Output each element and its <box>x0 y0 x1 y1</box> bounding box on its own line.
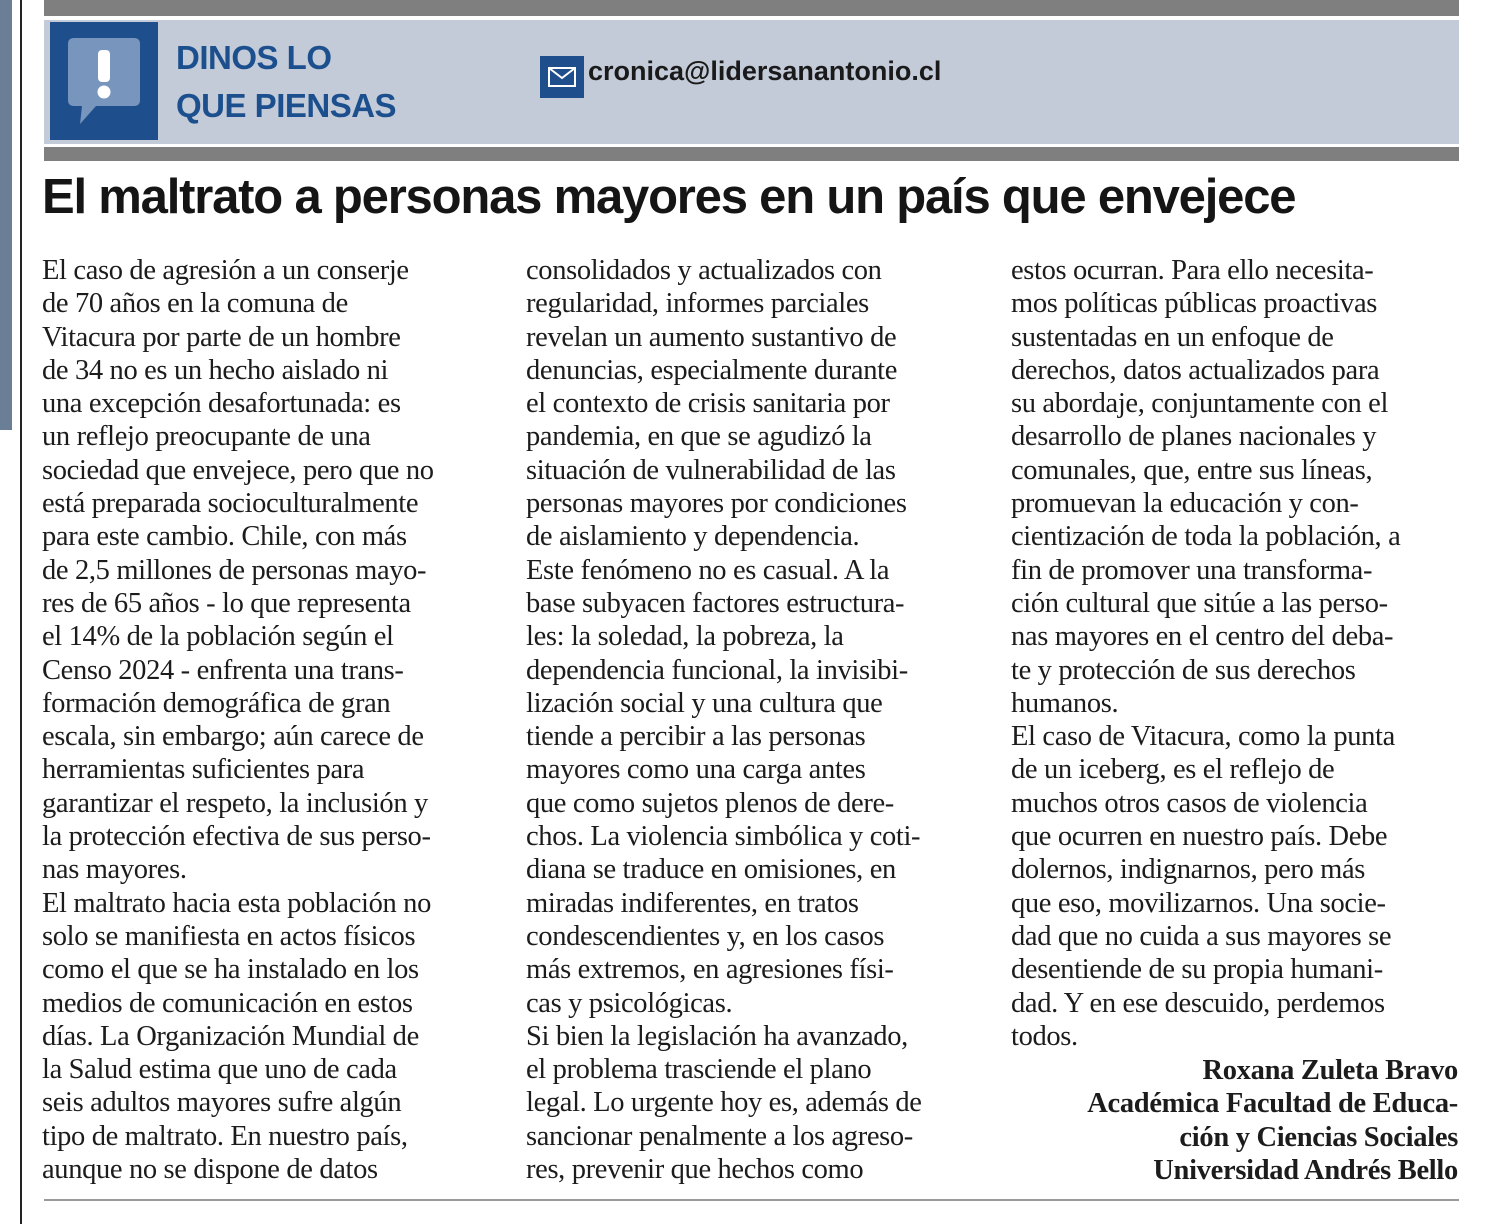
article-text-line: formación demográfica de gran <box>42 687 391 719</box>
author-signature <box>1000 1054 1458 1187</box>
adjacent-page-edge <box>0 0 12 1224</box>
article-text-line: legal. Lo urgente hoy es, además de <box>526 1087 922 1119</box>
article-text-line: de 2,5 millones de personas mayo- <box>42 554 427 586</box>
exclamation-speech-bubble-icon <box>50 22 158 140</box>
article-text-line: su abordaje, conjuntamente con el <box>1011 388 1389 420</box>
article-text-line: personas mayores por condiciones <box>526 488 907 520</box>
article-text-line: dolernos, indignarnos, pero más <box>1011 854 1366 886</box>
article-text-line: res, prevenir que hechos como <box>526 1154 864 1186</box>
article-text-line: nas mayores en el centro del deba- <box>1011 621 1394 653</box>
article-text-line: dependencia funcional, la invisibi- <box>526 654 908 686</box>
article-text-line: tipo de maltrato. En nuestro país, <box>42 1120 408 1152</box>
article-text-line: seis adultos mayores sufre algún <box>42 1087 402 1119</box>
article-text-line: miradas indiferentes, en tratos <box>526 887 859 919</box>
banner-title-line: DINOS LO <box>176 39 332 76</box>
article-text-line: sociedad que envejece, pero que no <box>42 454 434 486</box>
article-text-line: que ocurren en nuestro país. Debe <box>1011 821 1388 853</box>
author-affiliation-line: ción y Ciencias Sociales <box>1179 1121 1458 1153</box>
article-text-line: que como sujetos plenos de dere- <box>526 787 894 819</box>
article-text-line: Vitacura por parte de un hombre <box>42 321 401 353</box>
article-text-line: de 70 años en la comuna de <box>42 288 348 320</box>
article-text-line: Si bien la legislación ha avanzado, <box>526 1020 908 1052</box>
article-text-line: tiende a percibir a las personas <box>526 721 866 753</box>
article-text-line: el contexto de crisis sanitaria por <box>526 388 890 420</box>
author-affiliation-line: Universidad Andrés Bello <box>1153 1154 1458 1186</box>
article-text-line: Este fenómeno no es casual. A la <box>526 554 890 586</box>
article-text-line: herramientas suficientes para <box>42 754 365 786</box>
article-text-line: Censo 2024 - enfrenta una trans- <box>42 654 404 686</box>
author-affiliation-line: Académica Facultad de Educa- <box>1087 1088 1458 1120</box>
article-text-line: de un iceberg, es el reflejo de <box>1011 754 1335 786</box>
article-text-line: dad. Y en ese descuido, perdemos <box>1011 987 1385 1019</box>
article-text-line: desarrollo de planes nacionales y <box>1011 421 1377 453</box>
article-text-line: chos. La violencia simbólica y coti- <box>526 821 921 853</box>
article-text-line: El maltrato hacia esta población no <box>42 887 431 919</box>
article-text-line: muchos otros casos de violencia <box>1011 787 1368 819</box>
footer-rule <box>44 1199 1459 1201</box>
article-text-line: lización social y una cultura que <box>526 687 883 719</box>
article-text-line: de 34 no es un hecho aislado ni <box>42 354 389 386</box>
article-text-line: ción cultural que sitúe a las perso- <box>1011 587 1388 619</box>
article-text-line: estos ocurran. Para ello necesita- <box>1011 255 1374 286</box>
article-text-line: derechos, datos actualizados para <box>1011 354 1380 386</box>
article-text-line: mayores como una carga antes <box>526 754 866 786</box>
banner-title-line: QUE PIENSAS <box>176 87 397 124</box>
article-text-line: nas mayores. <box>42 854 187 886</box>
article-text-line: solo se manifiesta en actos físicos <box>42 920 416 952</box>
article-text-line: medios de comunicación en estos <box>42 987 413 1019</box>
article-text-line: la protección efectiva de sus perso- <box>42 821 431 853</box>
article-text-line: revelan un aumento sustantivo de <box>526 321 897 353</box>
article-headline: El maltrato a personas mayores en un país que envejece <box>42 170 1296 224</box>
article-text-line: escala, sin embargo; aún carece de <box>42 721 424 753</box>
page-margin-rule <box>20 0 22 1224</box>
article-text-line: denuncias, especialmente durante <box>526 354 898 386</box>
section-banner <box>44 20 1459 144</box>
envelope-icon <box>540 56 584 98</box>
article-text-line: de aislamiento y dependencia. <box>526 521 860 553</box>
article-text-line: más extremos, en agresiones físi- <box>526 954 894 986</box>
article-text-line: te y protección de sus derechos <box>1011 654 1356 686</box>
article-text-line: regularidad, informes parciales <box>526 288 869 320</box>
article-text-line: sancionar penalmente a los agreso- <box>526 1120 913 1152</box>
article-text-line: días. La Organización Mundial de <box>42 1020 419 1052</box>
article-text-line: una excepción desafortunada: es <box>42 388 401 420</box>
article-text-line: El caso de agresión a un conserje <box>42 255 409 286</box>
article-text-line: dad que no cuida a sus mayores se <box>1011 920 1392 952</box>
article-text-line: todos. <box>1011 1020 1078 1052</box>
article-text-line: un reflejo preocupante de una <box>42 421 371 453</box>
article-text-line: la Salud estima que uno de cada <box>42 1054 397 1086</box>
article-text-line: res de 65 años - lo que representa <box>42 587 411 619</box>
article-text-line: aunque no se dispone de datos <box>42 1154 378 1186</box>
article-text-line: está preparada socioculturalmente <box>42 488 419 520</box>
article-text-line: fin de promover una transforma- <box>1011 554 1373 586</box>
article-text-line: desentiende de su propia humani- <box>1011 954 1383 986</box>
banner-title <box>176 34 476 130</box>
article-text-line: que eso, movilizarnos. Una socie- <box>1011 887 1386 919</box>
article-text-line: cas y psicológicas. <box>526 987 733 1019</box>
article-text-line: mos políticas públicas proactivas <box>1011 288 1377 320</box>
article-text-line: pandemia, en que se agudizó la <box>526 421 872 453</box>
article-text-line: situación de vulnerabilidad de las <box>526 454 896 486</box>
article-text-line: base subyacen factores estructura- <box>526 587 905 619</box>
article-text-line: diana se traduce en omisiones, en <box>526 854 896 886</box>
author-name: Roxana Zuleta Bravo <box>1202 1055 1458 1086</box>
article-column-3 <box>1011 254 1471 1053</box>
article-column-2 <box>526 254 986 1186</box>
article-text-line: sustentadas en un enfoque de <box>1011 321 1334 353</box>
article-text-line: promuevan la educación y con- <box>1011 488 1359 520</box>
bottom-divider-bar <box>44 147 1459 161</box>
top-divider-bar <box>44 0 1459 16</box>
article-column-1 <box>42 254 502 1186</box>
email-address[interactable]: cronica@lidersanantonio.cl <box>588 56 942 86</box>
article-text-line: humanos. <box>1011 687 1119 719</box>
article-text-line: cientización de toda la población, a <box>1011 521 1401 553</box>
article-text-line: El caso de Vitacura, como la punta <box>1011 721 1395 753</box>
article-text-line: el 14% de la población según el <box>42 621 394 653</box>
article-text-line: comunales, que, entre sus líneas, <box>1011 454 1373 486</box>
article-text-line: garantizar el respeto, la inclusión y <box>42 787 428 819</box>
article-text-line: les: la soledad, la pobreza, la <box>526 621 844 653</box>
article-text-line: consolidados y actualizados con <box>526 255 882 286</box>
article-text-line: para este cambio. Chile, con más <box>42 521 407 553</box>
article-text-line: condescendientes y, en los casos <box>526 920 885 952</box>
article-text-line: el problema trasciende el plano <box>526 1054 872 1086</box>
article-text-line: como el que se ha instalado en los <box>42 954 419 986</box>
